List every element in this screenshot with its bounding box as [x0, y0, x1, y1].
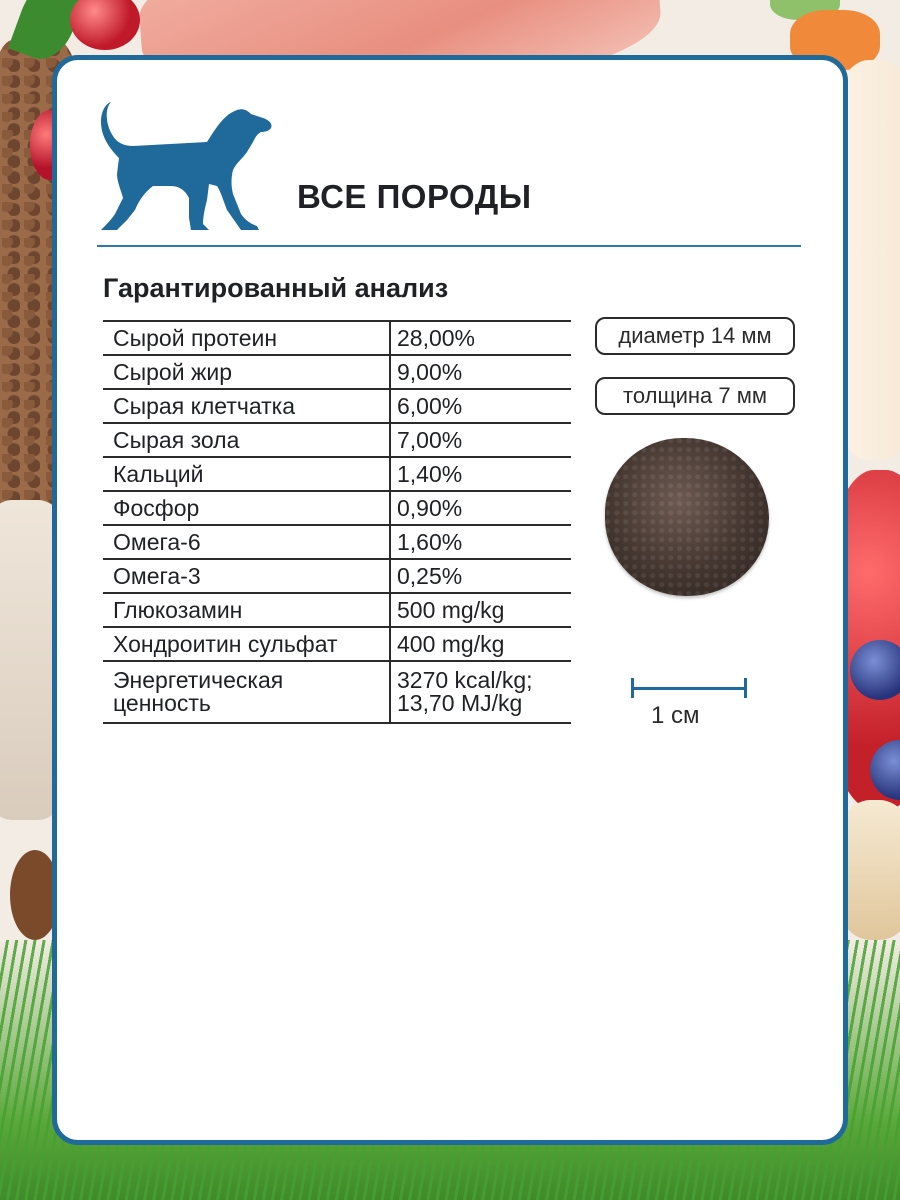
table-row	[103, 321, 571, 355]
nutrient-name: Кальций	[103, 457, 390, 491]
nutrient-value-line: 3270 kcal/kg;	[397, 667, 533, 693]
nutrient-name: Омега-3	[103, 559, 390, 593]
nutrient-value: 7,00%	[390, 423, 571, 457]
table-row	[103, 593, 571, 627]
nutrient-name: Сырой протеин	[103, 321, 390, 355]
nutrient-value: 28,00%	[390, 321, 571, 355]
nutrient-value: 1,40%	[390, 457, 571, 491]
nutrient-name: Хондроитин сульфат	[103, 627, 390, 661]
table-row	[103, 389, 571, 423]
nutrient-name: Фосфор	[103, 491, 390, 525]
nutrient-value: 500 mg/kg	[390, 593, 571, 627]
nutrient-value: 0,25%	[390, 559, 571, 593]
table-row	[103, 559, 571, 593]
analysis-table	[103, 320, 571, 724]
nutrient-name: Омега-6	[103, 525, 390, 559]
table-row	[103, 423, 571, 457]
nutrient-value: 9,00%	[390, 355, 571, 389]
scale-bar	[631, 678, 747, 698]
kibble-image	[605, 438, 769, 596]
nutrient-value: 6,00%	[390, 389, 571, 423]
table-row	[103, 525, 571, 559]
scale-label: 1 см	[651, 702, 700, 729]
nutrient-value: 1,60%	[390, 525, 571, 559]
nutrient-name-line: ценность	[113, 690, 211, 716]
analysis-title: Гарантированный анализ	[103, 273, 449, 303]
cherry-decoration	[70, 0, 140, 50]
dog-silhouette-icon	[97, 96, 277, 236]
nutrient-name: Сырая клетчатка	[103, 389, 390, 423]
nutrient-value: 400 mg/kg	[390, 627, 571, 661]
nutrient-name	[103, 661, 390, 723]
nutrient-name: Глюкозамин	[103, 593, 390, 627]
diameter-badge: диаметр 14 мм	[595, 317, 795, 355]
nutrient-value: 0,90%	[390, 491, 571, 525]
nutrient-name: Сырая зола	[103, 423, 390, 457]
info-card	[52, 55, 848, 1145]
header-divider	[97, 245, 801, 247]
table-row	[103, 457, 571, 491]
thickness-badge: толщина 7 мм	[595, 377, 795, 415]
nutrient-name-line: Энергетическая	[113, 667, 284, 693]
table-row	[103, 627, 571, 661]
nutrient-name: Сырой жир	[103, 355, 390, 389]
nutrient-value	[390, 661, 571, 723]
table-row	[103, 491, 571, 525]
table-row	[103, 355, 571, 389]
nutrient-value-line: 13,70 MJ/kg	[397, 690, 523, 716]
breed-title: ВСЕ ПОРОДЫ	[297, 178, 532, 215]
table-row	[103, 661, 571, 723]
